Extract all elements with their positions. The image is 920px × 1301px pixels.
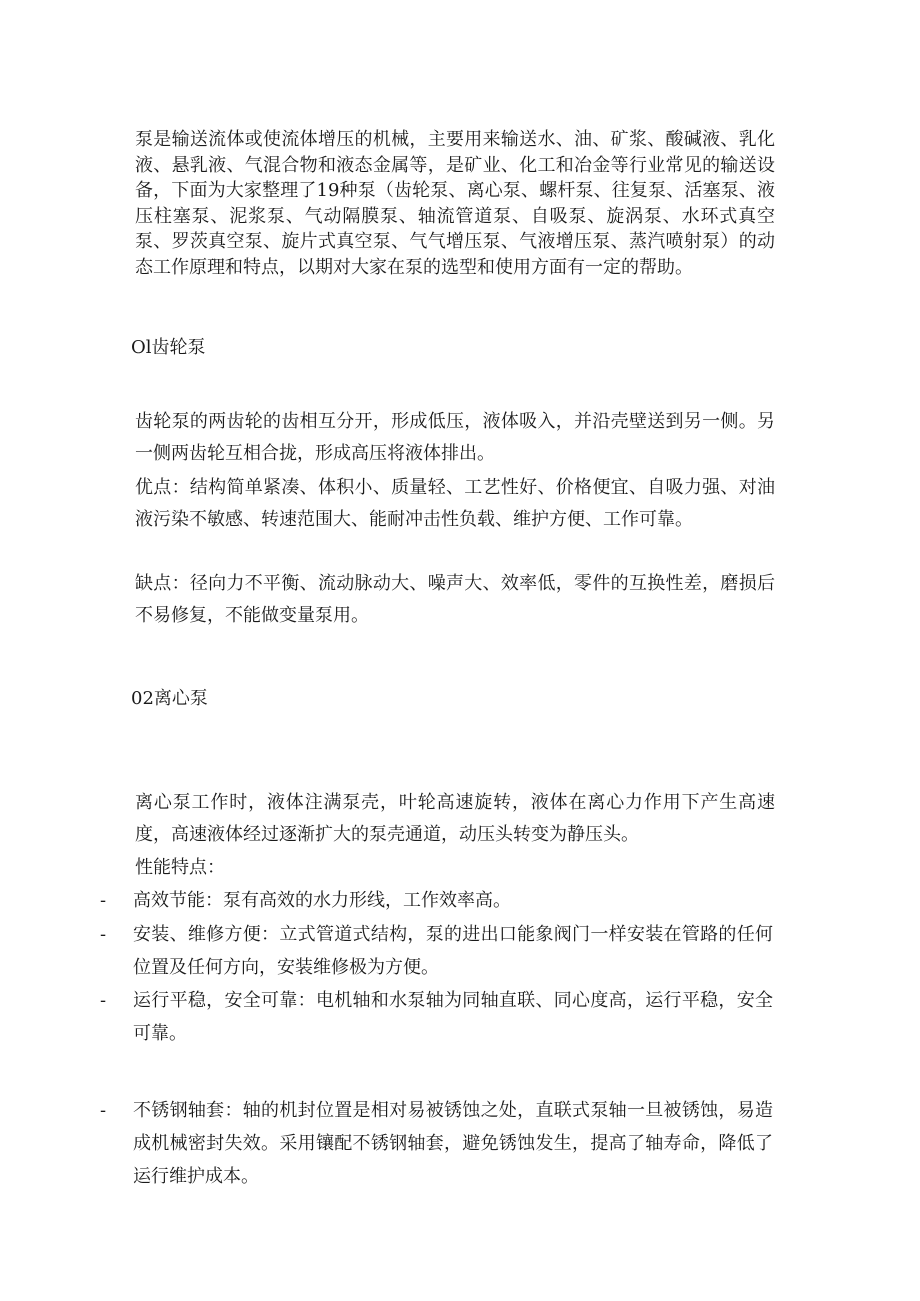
list-item bbox=[100, 918, 780, 984]
bullet-text: 高效节能：泵有高效的水力形线，工作效率高。 bbox=[133, 890, 511, 911]
section-heading-centrifugal-pump: 02离心泵 bbox=[131, 688, 208, 709]
intro-paragraph: 泵是输送流体或使流体增压的机械，主要用来输送水、油、矿浆、酸碱液、乳化液、悬乳液、气混合物和液态金属等，是矿业、化工和冶金等行业常见的输送设备，下面为大家整理了19种泵（齿轮泵、离心泵、螺杆泵、往复泵、活塞泵、液压柱塞泵、泥浆泵、气动隔膜泵、轴流管道泵、自吸泵、旋涡泵、水环式真空泵、罗茨真空泵、旋片式真空泵、气气增压泵、气液增压泵、蒸汽喷射泵）的动态工作原理和特点，以期对大家在泵的选型和使用方面有一定的帮助。 bbox=[135, 129, 775, 278]
gear-pump-principle: 齿轮泵的两齿轮的齿相互分开，形成低压，液体吸入，并沿壳壁送到另一侧。另一侧两齿轮互相合拢，形成高压将液体排出。 bbox=[135, 411, 775, 464]
bullet-text: 安装、维修方便：立式管道式结构，泵的进出口能象阀门一样安装在管路的任何位置及任何方向，安装维修极为方便。 bbox=[133, 924, 773, 978]
bullet-dash: - bbox=[100, 924, 107, 945]
bullet-text: 不锈钢轴套：轴的机封位置是相对易被锈蚀之处，直联式泵轴一旦被锈蚀，易造成机械密封失效。采用镶配不锈钢轴套，避免锈蚀发生，提高了轴寿命，降低了运行维护成本。 bbox=[133, 1100, 773, 1187]
list-item bbox=[100, 884, 780, 917]
bullet-text: 运行平稳，安全可靠：电机轴和水泵轴为同轴直联、同心度高，运行平稳，安全可靠。 bbox=[133, 990, 773, 1044]
list-item bbox=[100, 1094, 780, 1193]
section-heading-gear-pump: Ol齿轮泵 bbox=[131, 337, 206, 358]
bullet-dash: - bbox=[100, 990, 107, 1011]
features-label: 性能特点： bbox=[135, 857, 225, 878]
bullet-dash: - bbox=[100, 1100, 107, 1121]
bullet-dash: - bbox=[100, 890, 107, 911]
list-item bbox=[100, 984, 780, 1050]
gear-pump-disadvantages: 缺点：径向力不平衡、流动脉动大、噪声大、效率低，零件的互换性差，磨损后不易修复，不能做变量泵用。 bbox=[135, 573, 775, 626]
centrifugal-pump-principle: 离心泵工作时，液体注满泵壳，叶轮高速旋转，液体在离心力作用下产生高速度，高速液体经过逐渐扩大的泵壳通道，动压头转变为静压头。 bbox=[135, 792, 775, 845]
gear-pump-advantages: 优点：结构简单紧凑、体积小、质量轻、工艺性好、价格便宜、自吸力强、对油液污染不敏感、转速范围大、能耐冲击性负载、维护方便、工作可靠。 bbox=[135, 477, 775, 530]
